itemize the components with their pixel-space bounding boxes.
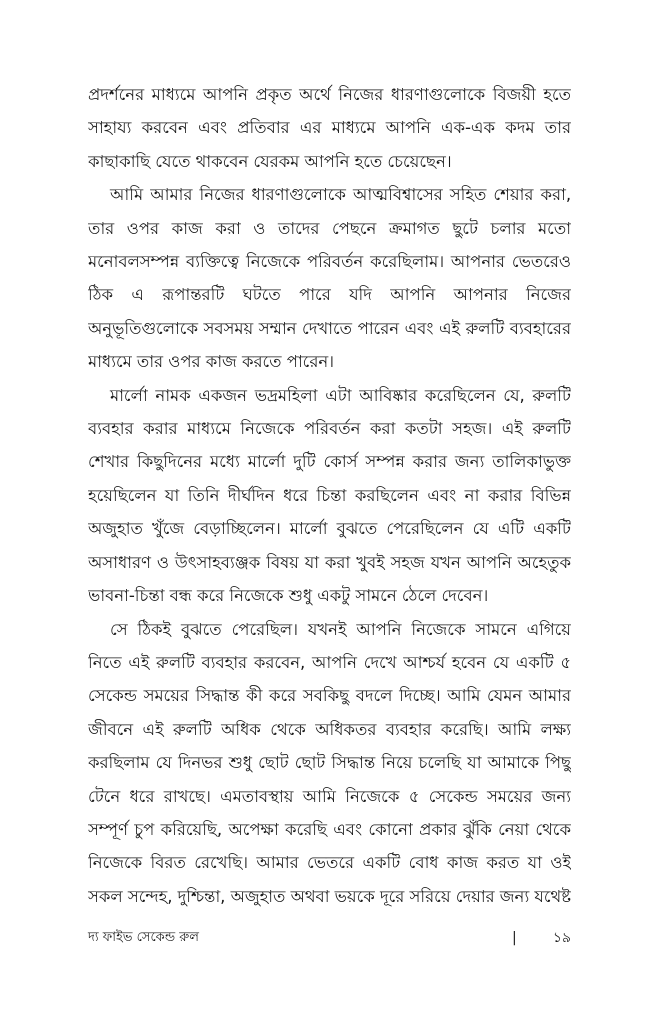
page-body — [88, 78, 571, 908]
paragraph-4: সে ঠিকই বুঝতে পেরেছিল। যখনই আপনি নিজেকে সামনে এগিয়ে নিতে এই রুলটি ব্যবহার করবেন, আপনি দেখে আশ্চর্য হবেন যে একটি ৫ সেকেন্ড সময়ের সিদ্ধান্ত কী করে সবকিছু বদলে দিচ্ছে। আমি যেমন আমার জীবনে এই রুলটি অধিক থেকে অধিকতর ব্যবহার করেছি। আমি লক্ষ্য করছিলাম যে দিনভর শুধু ছোট ছোট সিদ্ধান্ত নিয়ে চলেছি যা আমাকে পিছু টেনে ধরে রাখছে। এমতাবস্থায় আমি নিজেকে ৫ সেকেন্ড সময়ের জন্য সম্পূর্ণ চুপ করিয়েছি, অপেক্ষা করেছি এবং কোনো প্রকার ঝুঁকি নেয়া থেকে নিজেকে বিরত রেখেছি। আমার ভেতরে একটি বোধ কাজ করত যা ওই সকল সন্দেহ, দুশ্চিন্তা, অজুহাত অথবা ভয়কে দূরে সরিয়ে দেয়ার জন্য যথেষ্ট — [88, 619, 571, 906]
paragraph-1: প্রদর্শনের মাধ্যমে আপনি প্রকৃত অর্থে নিজের ধারণাগুলোকে বিজয়ী হতে সাহায্য করবেন এবং প্রতিবার এর মাধ্যমে আপনি এক-এক কদম তার কাছাকাছি যেতে থাকবেন যেরকম আপনি হতে চেয়েছেন। — [88, 85, 571, 171]
paragraph-2: আমি আমার নিজের ধারণাগুলোকে আত্মবিশ্বাসের সহিত শেয়ার করা, তার ওপর কাজ করা ও তাদের পেছনে ক্রমাগত ছুটে চলার মতো মনোবলসম্পন্ন ব্যক্তিত্বে নিজেকে পরিবর্তন করেছিলাম। আপনার ভেতরেও ঠিক এ রূপান্তরটি ঘটতে পারে যদি আপনি আপনার নিজের অনুভূতিগুলোকে সবসময় সম্মান দেখাতে পারেন এবং এই রুলটি ব্যবহারের মাধ্যমে তার ওপর কাজ করতে পারেন। — [88, 185, 571, 372]
footer-book-title: দ্য ফাইভ সেকেন্ড রুল — [88, 930, 199, 945]
page-footer — [88, 926, 571, 950]
footer-separator: | — [512, 930, 517, 946]
footer-page-number: ১৯ — [552, 930, 571, 946]
paragraph-3: মার্লো নামক একজন ভদ্রমহিলা এটা আবিষ্কার করেছিলেন যে, রুলটি ব্যবহার করার মাধ্যমে নিজেকে পরিবর্তন করা কতটা সহজ। এই রুলটি শেখার কিছুদিনের মধ্যে মার্লো দুটি কোর্স সম্পন্ন করার জন্য তালিকাভুক্ত হয়েছিলেন যা তিনি দীর্ঘদিন ধরে চিন্তা করছিলেন এবং না করার বিভিন্ন অজুহাত খুঁজে বেড়াচ্ছিলেন। মার্লো বুঝতে পেরেছিলেন যে এটি একটি অসাধারণ ও উৎসাহব্যঞ্জক বিষয় যা করা খুবই সহজ যখন আপনি অহেতুক ভাবনা-চিন্তা বন্ধ করে নিজেকে শুধু একটু সামনে ঠেলে দেবেন। — [88, 385, 571, 606]
